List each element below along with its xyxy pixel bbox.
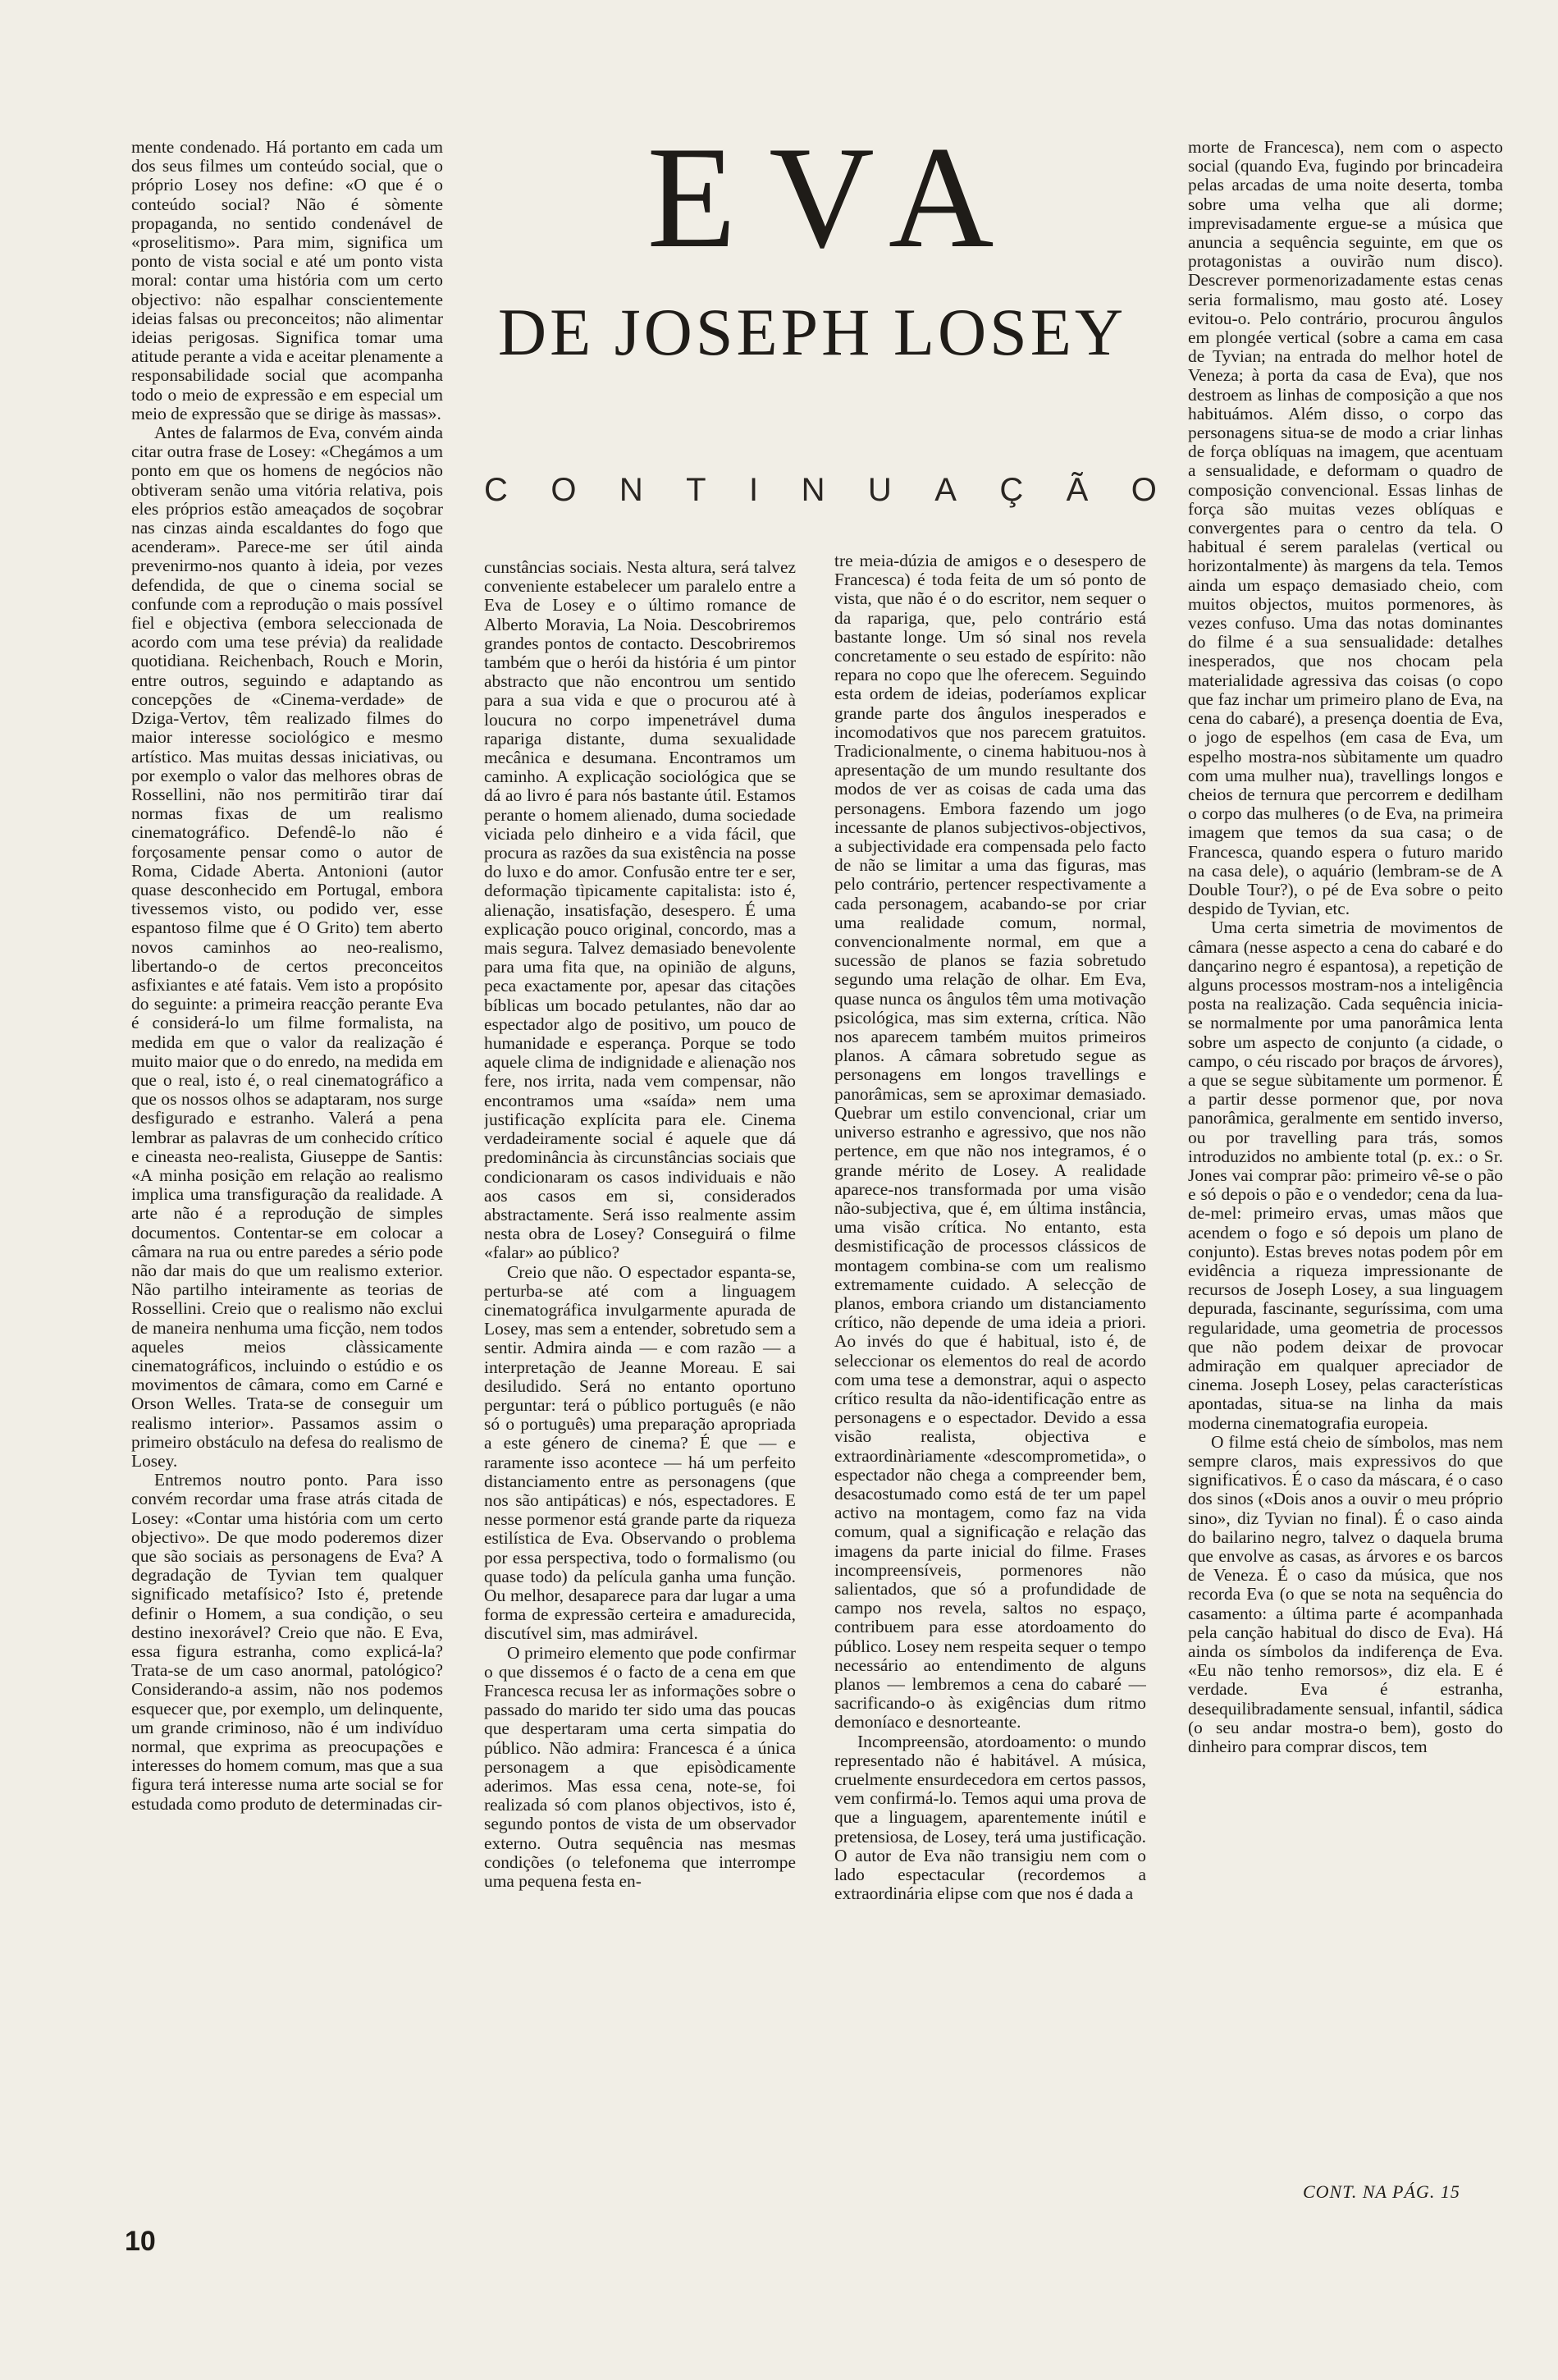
paragraph: O filme está cheio de símbolos, mas nem sempre claros, mais expressivos do que significativos. É o caso da máscara, é o caso dos sinos («Dois anos a ouvir o meu próprio sino», diz Tyvian no final). É o caso ainda do bailarino negro, talvez o daquela bruma que envolve as casas, as árvores e os barcos de Veneza. É o caso da música, que nos recorda Eva (o que se nota na sequência do casamento: a última parte é acompanhada pela canção habitual do disco de Eva). Há ainda os símbolos da indiferença de Eva. «Eu não tenho remorsos», diz ela. E é verdade. Eva é estranha, desequilibradamente sensual, infantil, sádica (o seu andar mostra-o bem), gosto do dinheiro para comprar discos, tem xyxy=(1188,1431,1503,1757)
paragraph: cunstâncias sociais. Nesta altura, será talvez conveniente estabelecer um paralelo entre a Eva de Losey e o último romance de Alberto Moravia, La Noia. Descobriremos grandes pontos de contacto. Descobriremos também que o herói da história é um pintor abstracto que não encontrou um sentido para a sua vida e que o procurou até à loucura no corpo impenetrável duma rapariga distante, duma sexualidade mecânica e desumana. Encontramos um caminho. A explicação sociológica que se dá ao livro é para nós bastante útil. Estamos perante o homem alienado, duma sociedade viciada pelo dinheiro e a vida fácil, que procura as razões da sua existência na posse do luxo e do amor. Confusão entre ter e ser, deformação tìpicamente capitalista: isto é, alienação, insatisfação, desespero. É uma explicação pouco original, concordo, mas a mais segura. Talvez demasiado benevolente para uma fita que, na opinião de alguns, peca exactamente por, apesar das citações bíblicas um bocado petulantes, não dar ao espectador algo de positivo, um pouco de humanidade e esperança. Porque se todo aquele clima de indignidade e alienação nos fere, nos irrita, nada vem compensar, não encontramos uma «saída» nem uma justificação explícita para ele. Cinema verdadeiramente social é aquele que dá predominância às circunstâncias sociais que condicionaram os casos individuais e não aos casos em si, considerados abstractamente. Será isso realmente assim nesta obra de Losey? Conseguirá o filme «falar» ao público? xyxy=(484,558,796,1263)
paragraph: Incompreensão, atordoamento: o mundo representado não é habitável. A música, cruelmente ensurdecedora em certos passos, vem confirmá-lo. Temos aqui uma prova de que a linguagem, aparentemente inútil e pretensiosa, de Losey, terá uma justificação. O autor de Eva não transigiu nem com o lado espectacular (recordemos a extraordinária elipse com que nos é dada a xyxy=(834,1731,1146,1904)
continuation-letter: N xyxy=(619,472,643,508)
paragraph: Creio que não. O espectador espanta-se, perturba-se até com a linguagem cinematográfica invulgarmente apurada de Losey, mas sem a entender, sobretudo sem a sentir. Admira ainda — e com razão — a interpretação de Jeanne Moreau. E sai desiludido. Será no entanto oportuno perguntar: terá o público português (e não só o português) uma preparação apropriada a este género de cinema? É que — e raramente isso acontece — há um perfeito distanciamento entre as personagens (que nos são antipáticas) e nós, espectadores. E nesse pormenor está grande parte da riqueza estilística de Eva. Observando o problema por essa perspectiva, todo o formalismo (ou quase todo) da película ganha uma função. Ou melhor, desaparece para dar lugar a uma forma de expressão certeira e amadurecida, discutível sim, mas admirável. xyxy=(484,1261,796,1644)
continuation-letter: U xyxy=(867,472,892,508)
text-column-3 xyxy=(834,552,1146,2201)
continued-note: CONT. NA PÁG. 15 xyxy=(1303,2181,1460,2202)
text-column-4 xyxy=(1188,138,1503,2206)
paragraph: Uma certa simetria de movimentos de câmara (nesse aspecto a cena do cabaré e do dançarino negro é espantosa), a repetição de alguns processos mostram-nos a inteligência posta na realização. Cada sequência inicia-se normalmente por uma panorâmica lenta sobre um aspecto de conjunto (a cidade, o campo, o céu riscado por braços de árvores), a que se segue sùbitamente um pormenor. É a partir desse pormenor que, por nova panorâmica, geralmente em sentido inverso, ou por travelling para trás, somos introduzidos no ambiente total (p. ex.: o Sr. Jones vai comprar pão: primeiro vê-se o pão e só depois o pão e o vendedor; cena da lua-de-mel: primeiro ervas, umas mãos que acendem o fogo e só depois um plano de conjunto). Estas breves notas podem pôr em evidência a riqueza impressionante de recursos de Joseph Losey, a sua linguagem depurada, fascinante, seguríssima, com uma regularidade, uma geometria de processos que não podem deixar de provocar admiração em qualquer apreciador de cinema. Joseph Losey, pelas características apontadas, situa-se na linha da mais moderna cinematografia europeia. xyxy=(1188,918,1503,1433)
article-title: EVA xyxy=(647,116,1027,278)
paragraph: O primeiro elemento que pode confirmar o que dissemos é o facto de a cena em que Francesca recusa ler as informações sobre o passado do marido ter sido uma das poucas que despertaram uma certa simpatia do público. Não admira: Francesca é a única personagem a que episòdicamente aderimos. Mas essa cena, note-se, foi realizada só com planos objectivos, isto é, segundo pontos de vista de um observador externo. Outra sequência nas mesmas condições (o telefonema que interrompe uma pequena festa en- xyxy=(484,1642,796,1892)
continuation-letter: C xyxy=(484,472,508,508)
continuation-letter: A xyxy=(934,472,957,508)
continuation-letter: O xyxy=(551,472,577,508)
continuation-letter: Ç xyxy=(999,472,1024,508)
continuation-letter: Ã xyxy=(1066,472,1089,508)
continuation-label xyxy=(484,469,1157,510)
page-number: 10 xyxy=(125,2226,156,2257)
paragraph: Entremos noutro ponto. Para isso convém recordar uma frase atrás citada de Losey: «Contar uma história com um certo objectivo». De que modo poderemos dizer que são sociais as personagens de Eva? A degradação de Tyvian tem qualquer significado metafísico? Isto é, pretende definir o Homem, a sua condição, o seu destino inexorável? Creio que não. E Eva, essa figura estranha, como explicá-la? Trata-se de um caso anormal, patológico? Considerando-a assim, não nos podemos esquecer que, por exemplo, um delinquente, um grande criminoso, não é um indivíduo normal, que exprima as preocupações e interesses do homem comum, mas que a sua figura terá interesse numa arte social se for estudada como produto de determinadas cir- xyxy=(131,1470,443,1814)
paragraph: mente condenado. Há portanto em cada um dos seus filmes um conteúdo social, que o próprio Losey nos define: «O que é o conteúdo social? Não é sòmente propaganda, no sentido condenável de «proselitismo». Para mim, significa um ponto de vista social e até um ponto vista moral: contar uma história com um certo objectivo: não espalhar conscientemente ideias falsas ou preconceitos; não alimentar ideias perigosas. Significa tomar uma atitude perante a vida e aceitar plenamente a responsabilidade social que acompanha todo o meio de expressão e em especial um meio de expressão que se dirige às massas». xyxy=(131,138,443,423)
text-column-2 xyxy=(484,558,796,2199)
paragraph: tre meia-dúzia de amigos e o desespero de Francesca) é toda feita de um só ponto de vista, que não é o do escritor, nem sequer o da rapariga, que, pelo contrário está bastante longe. Um só sinal nos revela concretamente o seu estado de espírito: não repara no copo que lhe oferecem. Seguindo esta ordem de ideias, poderíamos explicar grande parte dos ângulos inesperados e incomodativos que nos parecem gratuitos. Tradicionalmente, o cinema habituou-nos à apresentação de um mundo resultante dos modos de ver as coisas de cada uma das personagens. Embora fazendo um jogo incessante de planos subjectivos-objectivos, a subjectividade era compensada pelo facto de não se limitar a uma das figuras, mas pelo contrário, pertencer respectivamente a cada personagem, acabando-se por criar uma realidade comum, normal, convencionalmente normal, em que a sucessão de planos se fazia sobretudo segundo uma relação de olhar. Em Eva, quase nunca os ângulos têm uma motivação psicológica, mas sim externa, crítica. Não nos aparecem também muitos primeiros planos. A câmara sobretudo segue as personagens em longos travellings e panorâmicas, sem se aproximar demasiado. Quebrar um estilo convencional, criar um universo estranho e agressivo, que nos não pertence, em que não nos integramos, é o grande mérito de Losey. A realidade aparece-nos transformada por uma visão não-subjectiva, que é, em última instância, uma visão crítica. No entanto, esta desmistificação de processos clássicos de montagem combina-se com um realismo extremamente cuidado. A selecção de planos, embora criando um distanciamento crítico, não depende de uma ideia a priori. Ao invés do que é habitual, isto é, de seleccionar os elementos do real de acordo com uma tese a demonstrar, aqui o aspecto crítico resulta da não-identificação entre as personagens e o espectador. Devido a essa visão realista, objectiva e extraordinàriamente «descomprometida», o espectador não chega a compreender bem, desacostumado como está de ter um papel activo na montagem, como faz na vida comum, qual a significação e relação das imagens da parte inicial do filme. Frases incompreensíveis, pormenores não salientados, que só a profundidade de campo nos revela, saltos no espaço, contribuem para esse atordoamento do público. Losey nem respeita sequer o tempo necessário ao entendimento de alguns planos — lembremos a cena do cabaré — sacrificando-o às exigências dum ritmo demoníaco e desnorteante. xyxy=(834,552,1146,1732)
continuation-letter: T xyxy=(686,472,706,508)
continuation-letter: O xyxy=(1131,472,1157,508)
article-subtitle: DE JOSEPH LOSEY xyxy=(497,295,1127,369)
paragraph: morte de Francesca), nem com o aspecto social (quando Eva, fugindo por brincadeira pelas arcadas de uma noite deserta, tomba sobre uma velha que ali dorme; imprevisadamente ergue-se a música que anuncia a sequência seguinte, em que os protagonistas a ouvirão num disco). Descrever pormenorizadamente estas cenas seria formalismo, mau gosto até. Losey evitou-o. Pelo contrário, procurou ângulos em plongée vertical (sobre a cama em casa de Tyvian; na entrada do melhor hotel de Veneza; à porta da casa de Eva), que nos destroem as linhas de composição a que nos habituámos. Além disso, o corpo das personagens situa-se de modo a criar linhas de força oblíquas na imagem, que acentuam a sensualidade, e deformam o quadro de composição convencional. Essas linhas de força são muitas vezes oblíquas e convergentes para o centro da tela. O habitual é serem paralelas (vertical ou horizontalmente) às margens da tela. Temos ainda um espaço demasiado cheio, com muitos objectos, muitos pormenores, às vezes confuso. Uma das notas dominantes do filme é a sua sensualidade: detalhes inesperados, que nos chocam pela materialidade agressiva das coisas (o copo que faz inchar um primeiro plano de Eva, na cena do cabaré), a presença doentia de Eva, o jogo de espelhos (em casa de Eva, um espelho mostra-nos sùbitamente um quadro com uma mulher nua), travellings longos e cheios de ternura que percorrem e dedilham o corpo das mulheres (o de Eva, na primeira imagem que temos da sua casa; o de Francesca, quando espera o futuro marido na casa dele), o aquário (lembram-se de A Double Tour?), o pé de Eva sobre o peito despido de Tyvian, etc. xyxy=(1188,138,1503,919)
continuation-letter: I xyxy=(749,472,759,508)
continuation-letter: N xyxy=(801,472,825,508)
text-column-1 xyxy=(131,138,443,2190)
paragraph: Antes de falarmos de Eva, convém ainda citar outra frase de Losey: «Chegámos a um ponto em que os homens de negócios não obtiveram senão uma vitória relativa, pois eles próprios estão ameaçados de soçobrar nas cinzas ainda escaldantes do fogo que acenderam». Parece-me ser útil ainda prevenirmo-nos quanto à ideia, por vezes defendida, de que o cinema social se confunde com a reprodução o mais possível fiel e objectiva (embora seleccionada de acordo com uma tese prévia) da realidade quotidiana. Reichenbach, Rouch e Morin, entre outros, seguindo e adaptando as concepções de «Cinema-verdade» de Dziga-Vertov, têm realizado filmes do maior interesse sociológico e mesmo artístico. Mas muitas dessas iniciativas, ou por exemplo o valor das melhores obras de Rossellini, não nos permitirão tirar daí normas fixas de um realismo cinematográfico. Defendê-lo não é forçosamente pensar como o autor de Roma, Cidade Aberta. Antonioni (autor quase desconhecido em Portugal, embora tivessemos visto, ou podido ver, esse espantoso filme que é O Grito) tem aberto novos caminhos ao neo-realismo, libertando-o de certos preconceitos asfixiantes e até fatais. Vem isto a propósito do seguinte: a primeira reacção perante Eva é considerá-lo um filme formalista, na medida em que o valor da realização é muito maior que o do enredo, na medida em que o real, isto é, o real cinematográfico a que os nossos olhos se adaptaram, nos surge desfigurado e estranho. Valerá a pena lembrar as palavras de um conhecido crítico e cineasta neo-realista, Giuseppe de Santis: «A minha posição em relação ao realismo implica uma transfiguração da realidade. A arte não é a reprodução de simples documentos. Contentar-se em colocar a câmara na rua ou entre paredes a sério pode não dar mais do que um realismo exterior. Não partilho inteiramente as teorias de Rossellini. Creio que o realismo não exclui de maneira nenhuma uma ficção, nem todos aqueles meios clàssicamente cinematográficos, incluindo o estúdio e os movimentos de câmara, como em Carné e Orson Welles. Trata-se de conseguir um realismo interior». Passamos assim o primeiro obstáculo na defesa do realismo de Losey. xyxy=(131,423,443,1471)
